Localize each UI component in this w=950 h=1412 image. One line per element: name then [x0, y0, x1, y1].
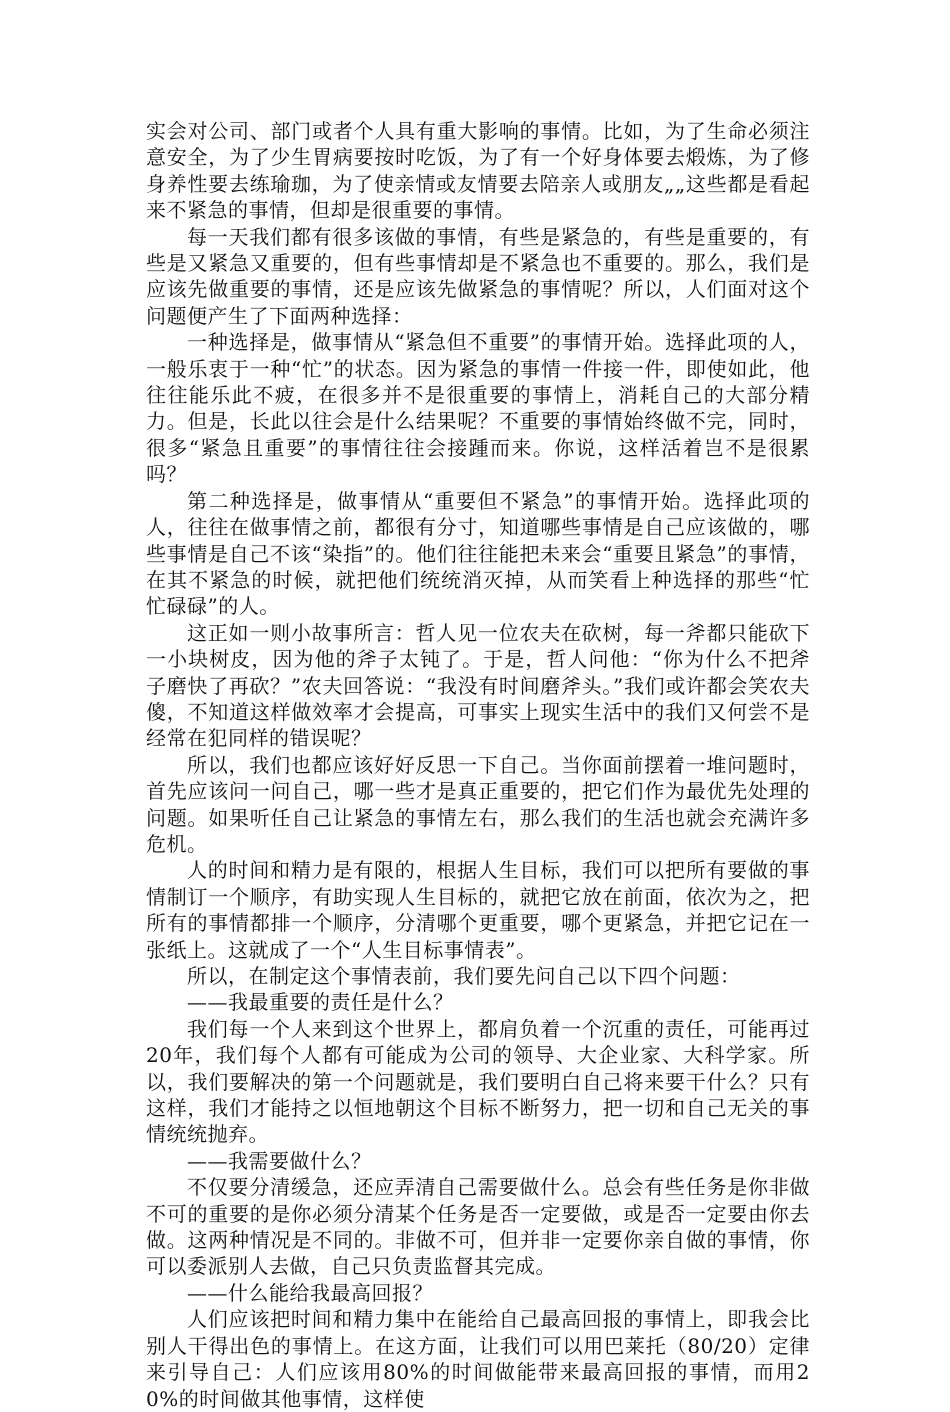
question-heading-1: ——我最重要的责任是什么？ [187, 990, 454, 1015]
paragraph-2: 每一天我们都有很多该做的事情，有些是紧急的，有些是重要的，有些是又紧急又重要的，但有些事情却是不紧急也不重要的。那么，我们是应该先做重要的事情，还是应该先做紧急的事情呢？所以，人们面对这个问题便产生了下面两种选择： [146, 224, 810, 328]
paragraph-11: 人们应该把时间和精力集中在能给自己最高回报的事情上，即我会比别人干得出色的事情上。在这方面，让我们可以用巴莱托（80/20）定律来引导自己：人们应该用80%的时间做能带来最高回报的事情，而用20%的时间做其他事情，这样使 [146, 1307, 810, 1411]
question-heading-3: ——什么能给我最高回报？ [187, 1280, 433, 1305]
paragraph-5: 这正如一则小故事所言：哲人见一位农夫在砍树，每一斧都只能砍下一小块树皮，因为他的斧子太钝了。于是，哲人问他：“你为什么不把斧子磨快了再砍？”农夫回答说：“我没有时间磨斧头。”我们或许都会笑农夫傻，不知道这样做效率才会提高，可事实上现实生活中的我们又何尝不是经常在犯同样的错误呢？ [146, 620, 810, 751]
paragraph-6: 所以，我们也都应该好好反思一下自己。当你面前摆着一堆问题时，首先应该问一问自己，哪一些才是真正重要的，把它们作为最优先处理的问题。如果听任自己让紧急的事情左右，那么我们的生活也就会充满许多危机。 [146, 752, 810, 856]
paragraph-7: 人的时间和精力是有限的，根据人生目标，我们可以把所有要做的事情制订一个顺序，有助实现人生目标的，就把它放在前面，依次为之，把所有的事情都排一个顺序，分清哪个更重要，哪个更紧急，并把它记在一张纸上。这就成了一个“人生目标事情表”。 [146, 858, 810, 962]
paragraph-1: 实会对公司、部门或者个人具有重大影响的事情。比如，为了生命必须注意安全，为了少生胃病要按时吃饭，为了有一个好身体要去煅炼，为了修身养性要去练瑜珈，为了使亲情或友情要去陪亲人或朋友„„这些都是看起来不紧急的事情，但却是很重要的事情。 [146, 119, 810, 223]
paragraph-3: 一种选择是，做事情从“紧急但不重要”的事情开始。选择此项的人，一般乐衷于一种“忙”的状态。因为紧急的事情一件接一件，即使如此，他往往能乐此不疲，在很多并不是很重要的事情上，消耗自己的大部分精力。但是，长此以往会是什么结果呢？不重要的事情始终做不完，同时，很多“紧急且重要”的事情往往会接踵而来。你说，这样活着岂不是很累吗？ [146, 330, 810, 487]
question-heading-2: ——我需要做什么？ [187, 1148, 372, 1173]
paragraph-9: 我们每一个人来到这个世界上，都肩负着一个沉重的责任，可能再过20年，我们每个人都有可能成为公司的领导、大企业家、大科学家。所以，我们要解决的第一个问题就是，我们要明白自己将来要干什么？只有这样，我们才能持之以恒地朝这个目标不断努力，把一切和自己无关的事情统统抛弃。 [146, 1016, 810, 1147]
document-body [146, 118, 810, 1412]
paragraph-10: 不仅要分清缓急，还应弄清自己需要做什么。总会有些任务是你非做不可的重要的是你必须分清某个任务是否一定要做，或是否一定要由你去做。这两种情况是不同的。非做不可，但并非一定要你亲自做的事情，你可以委派别人去做，自己只负责监督其完成。 [146, 1175, 810, 1279]
paragraph-4: 第二种选择是，做事情从“重要但不紧急”的事情开始。选择此项的人，往往在做事情之前，都很有分寸，知道哪些事情是自己应该做的，哪些事情是自己不该“染指”的。他们往往能把未来会“重要且紧急”的事情，在其不紧急的时候，就把他们统统消灭掉，从而笑看上种选择的那些“忙忙碌碌”的人。 [146, 488, 810, 619]
paragraph-8: 所以，在制定这个事情表前，我们要先问自己以下四个问题： [187, 964, 741, 988]
